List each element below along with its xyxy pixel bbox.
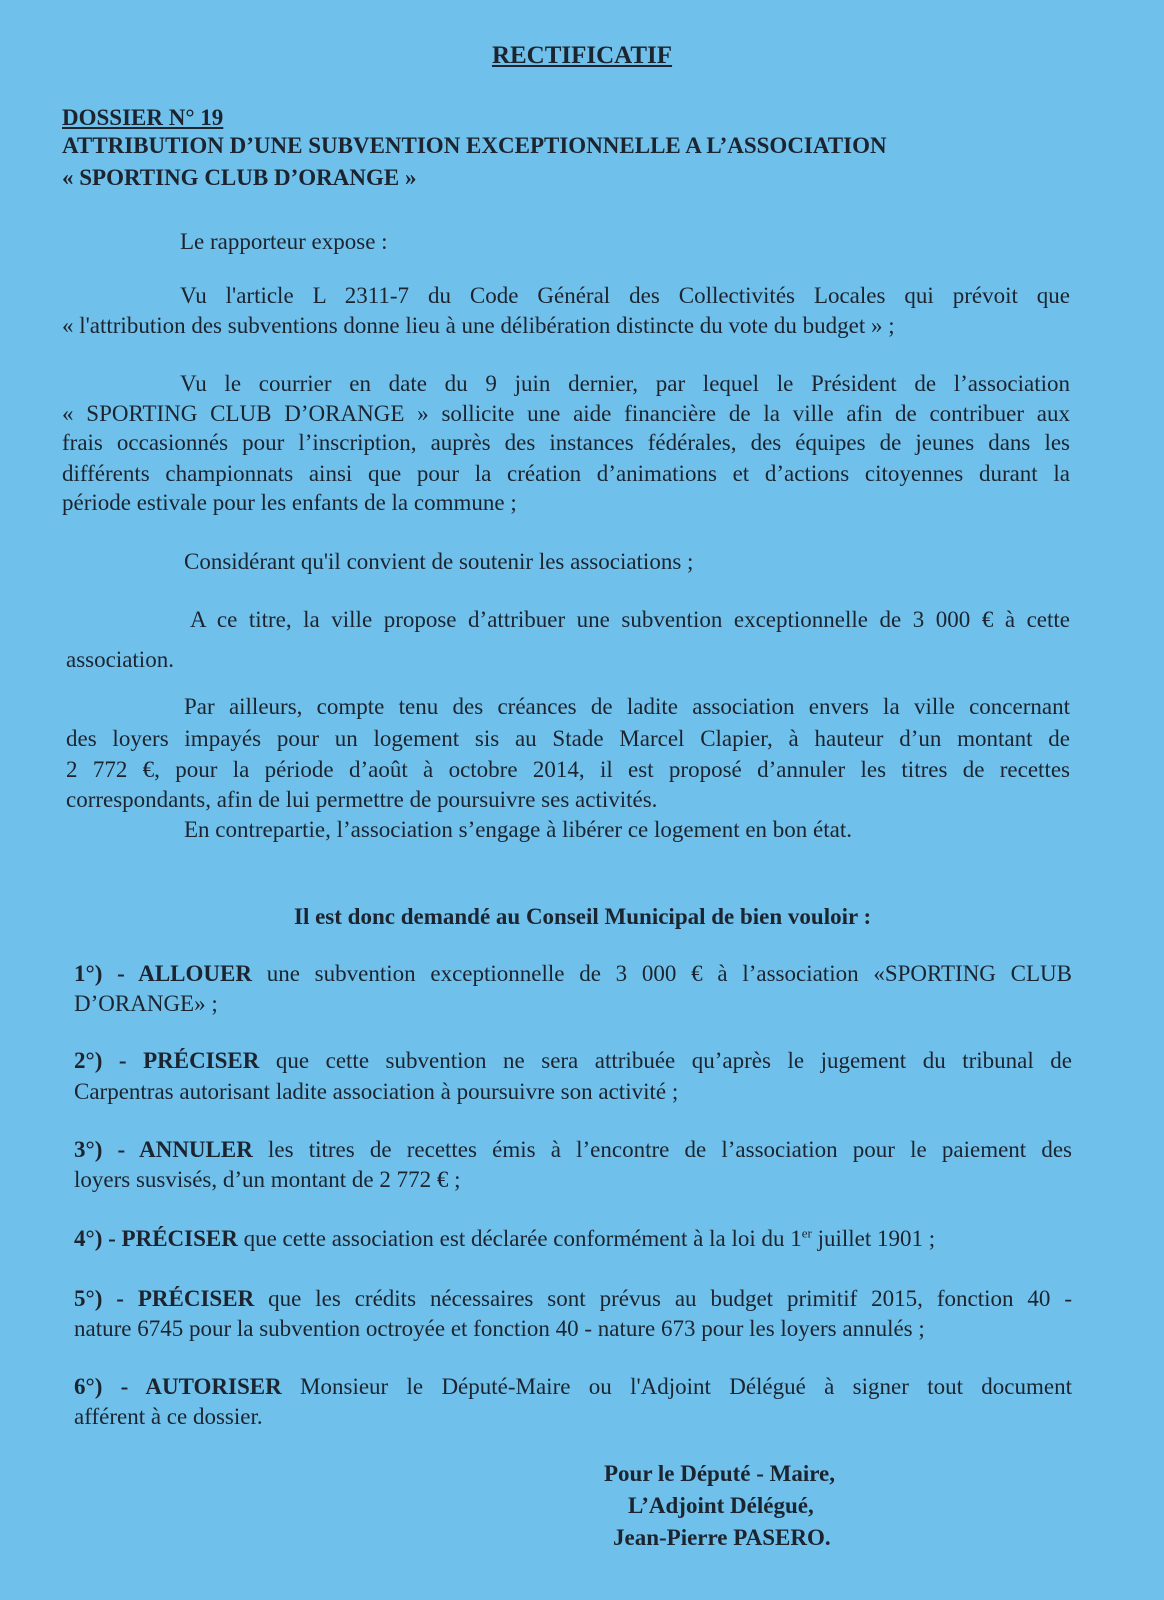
decision-item-2	[74, 1047, 1072, 1075]
demande-heading: Il est donc demandé au Conseil Municipal de bien vouloir :	[294, 904, 872, 929]
decision-item-2-continuation: Carpentras autorisant ladite association à poursuivre son activité ;	[74, 1079, 679, 1104]
decision-item-4	[74, 1225, 935, 1253]
courrier-paragraph-line: Vu le courrier en date du 9 juin dernier, par lequel le Président de l’association	[180, 371, 1070, 396]
item-text: que les crédits nécessaires sont prévus au budget primitif 2015, fonction 40 -	[254, 1286, 1072, 1311]
signature-name: Jean-Pierre PASERO.	[613, 1525, 831, 1550]
decision-item-3-continuation: loyers susvisés, d’un montant de 2 772 € ;	[74, 1167, 461, 1192]
item-text-end: juillet 1901 ;	[811, 1226, 936, 1251]
article-paragraph-line: « l'attribution des subventions donne lieu à une délibération distincte du vote du budget » ;	[62, 313, 895, 338]
item-verb: ANNULER	[139, 1137, 253, 1162]
ailleurs-paragraph-line: 2 772 €, pour la période d’août à octobre 2014, il est proposé d’annuler les titres de recettes	[66, 757, 1070, 782]
decision-item-6	[74, 1373, 1072, 1401]
item-number: 3°) -	[74, 1137, 140, 1162]
decision-item-1	[74, 960, 1072, 988]
ailleurs-paragraph-line: correspondants, afin de lui permettre de poursuivre ses activités.	[66, 787, 658, 812]
item-number: 1°) -	[74, 961, 139, 986]
courrier-paragraph-line: frais occasionnés pour l’inscription, auprès des instances fédérales, des équipes de jeunes dans les	[62, 430, 1070, 455]
considerant-line: Considérant qu'il convient de soutenir les associations ;	[184, 549, 694, 574]
decision-item-5-continuation: nature 6745 pour la subvention octroyée et fonction 40 - nature 673 pour les loyers annulés ;	[74, 1316, 925, 1341]
item-number: 4°) -	[74, 1226, 122, 1251]
decision-item-3	[74, 1136, 1072, 1164]
dossier-subject: ATTRIBUTION D’UNE SUBVENTION EXCEPTIONNELLE A L’ASSOCIATION	[62, 133, 887, 158]
decision-item-6-continuation: afférent à ce dossier.	[74, 1404, 263, 1429]
item-number: 5°) -	[74, 1286, 138, 1311]
courrier-paragraph-line: différents championnats ainsi que pour la création d’animations et d’actions citoyennes durant la	[62, 461, 1070, 486]
item-text: que cette subvention ne sera attribuée qu’après le jugement du tribunal de	[259, 1048, 1072, 1073]
item-verb: PRÉCISER	[137, 1286, 255, 1311]
item-text: une subvention exceptionnelle de 3 000 € à l’association «SPORTING CLUB	[251, 961, 1072, 986]
document-title: RECTIFICATIF	[491, 42, 673, 69]
ailleurs-paragraph-line: En contrepartie, l’association s’engage à libérer ce logement en bon état.	[184, 817, 852, 842]
ailleurs-paragraph-line: des loyers impayés pour un logement sis au Stade Marcel Clapier, à hauteur d’un montant de	[66, 726, 1070, 751]
ordinal-superscript: er	[801, 1225, 812, 1241]
signature-title: L’Adjoint Délégué,	[628, 1493, 814, 1518]
item-number: 6°) -	[74, 1374, 146, 1399]
decision-item-5	[74, 1285, 1072, 1313]
item-verb: ALLOUER	[138, 961, 252, 986]
rapporteur-line: Le rapporteur expose :	[180, 229, 388, 254]
article-paragraph-line: Vu l'article L 2311-7 du Code Général des Collectivités Locales qui prévoit que	[180, 283, 1070, 308]
titre-paragraph-line: association.	[66, 647, 174, 672]
item-verb: PRÉCISER	[143, 1048, 260, 1073]
item-text: que cette association est déclarée conformément à la loi du 1	[237, 1226, 802, 1251]
item-number: 2°) -	[74, 1048, 144, 1073]
ailleurs-paragraph-line: Par ailleurs, compte tenu des créances de ladite association envers la ville concernant	[184, 694, 1070, 719]
courrier-paragraph-line: période estivale pour les enfants de la commune ;	[62, 490, 517, 515]
dossier-number: DOSSIER N° 19	[62, 105, 224, 130]
titre-paragraph-line: A ce titre, la ville propose d’attribuer une subvention exceptionnelle de 3 000 € à cette	[190, 607, 1070, 632]
decision-item-1-continuation: D’ORANGE» ;	[74, 991, 218, 1016]
dossier-subject-association: « SPORTING CLUB D’ORANGE »	[62, 165, 417, 190]
item-verb: PRÉCISER	[121, 1226, 238, 1251]
courrier-paragraph-line: « SPORTING CLUB D’ORANGE » sollicite une aide financière de la ville afin de contribuer aux	[62, 401, 1070, 426]
item-text: les titres de recettes émis à l’encontre de l’association pour le paiement des	[252, 1137, 1073, 1162]
signature-line: Pour le Député - Maire,	[604, 1461, 836, 1486]
item-text: Monsieur le Député-Maire ou l'Adjoint Délégué à signer tout document	[281, 1374, 1072, 1399]
item-verb: AUTORISER	[145, 1374, 282, 1399]
